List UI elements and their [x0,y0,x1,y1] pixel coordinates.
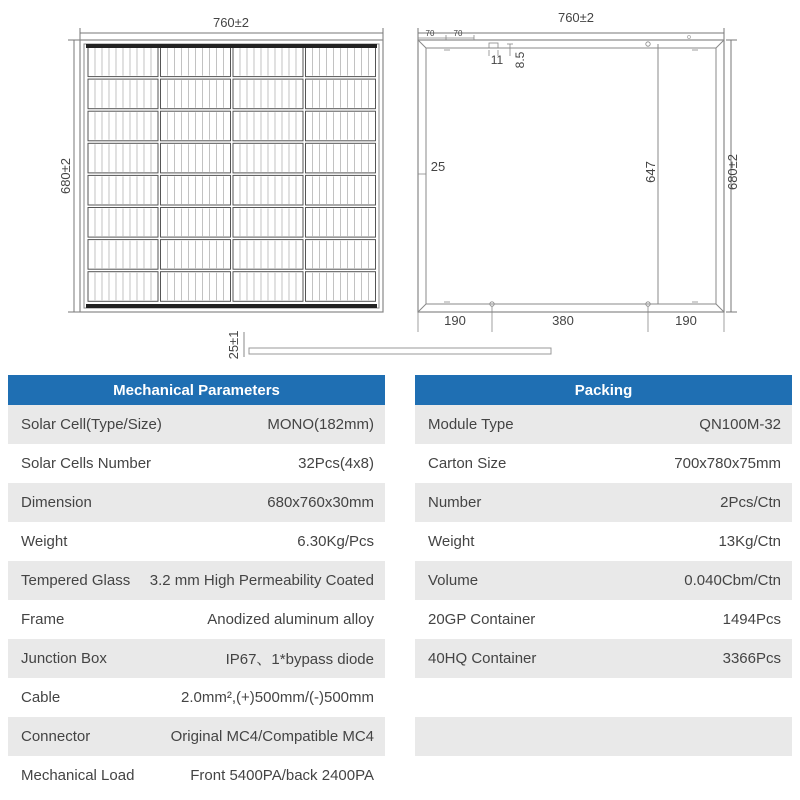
table-row [8,561,385,600]
row-label: Connector [21,728,91,745]
row-label: Volume [428,572,479,589]
row-label: Weight [428,533,475,550]
row-value: 0.040Cbm/Ctn [684,572,781,589]
table-row [415,717,792,756]
packing-table [415,375,792,795]
row-label: Solar Cells Number [21,455,152,472]
row-value: IP67、1*bypass diode [225,651,374,668]
dim-190-right: 190 [675,313,697,328]
row-value: 2Pcs/Ctn [720,494,781,511]
back-width-label: 760±2 [557,10,595,25]
mechanical-parameters-table [8,375,385,795]
table-row [8,639,385,678]
table-row [415,756,792,795]
row-label: Tempered Glass [21,572,131,589]
row-value: 1494Pcs [722,611,781,628]
packing-title: Packing [415,375,792,405]
row-label: Mechanical Load [21,767,135,784]
row-label: 40HQ Container [428,650,537,667]
dim-647: 647 [643,161,658,183]
dim-190-left: 190 [444,313,466,328]
row-value: 680x760x30mm [267,494,374,511]
back-view [418,10,740,332]
row-label: Module Type [428,416,514,433]
table-row [8,444,385,483]
table-row [415,678,792,717]
dim-11: 11 [490,53,504,67]
table-row [8,678,385,717]
row-value: QN100M-32 [699,416,781,433]
table-row [8,600,385,639]
dim-70-a: 70 [425,29,435,38]
row-value: MONO(182mm) [267,416,374,433]
table-row [8,717,385,756]
row-label: Dimension [21,494,92,511]
dim-380: 380 [552,313,574,328]
row-value: Anodized aluminum alloy [207,611,374,628]
row-value: 3366Pcs [722,650,781,667]
table-row [415,444,792,483]
table-row [8,756,385,795]
table-row [415,639,792,678]
row-label: Solar Cell(Type/Size) [21,416,162,433]
dim-25: 25 [430,159,446,174]
row-value: 13Kg/Ctn [718,533,781,550]
table-row [415,483,792,522]
front-width-label: 760±2 [212,15,250,30]
back-height-label: 680±2 [725,153,740,191]
bus-bar [86,304,377,308]
front-view [58,15,383,312]
row-label: Carton Size [428,455,507,472]
bus-bar [86,44,377,48]
row-value: 2.0mm²,(+)500mm/(-)500mm [181,689,374,706]
table-row [415,405,792,444]
dim-70-b: 70 [453,29,463,38]
table-row [415,561,792,600]
row-value: Front 5400PA/back 2400PA [190,767,374,784]
mechanical-parameters-title: Mechanical Parameters [8,375,385,405]
row-label: 20GP Container [428,611,536,628]
thickness-label: 25±1 [226,330,241,360]
row-label: Number [428,494,482,511]
side-view [226,331,551,360]
row-label: Junction Box [21,650,107,667]
table-row [8,522,385,561]
row-label: Frame [21,611,65,628]
row-value: 6.30Kg/Pcs [297,533,374,550]
technical-drawing [0,0,800,365]
table-row [415,600,792,639]
row-value: 700x780x75mm [674,455,781,472]
front-height-label: 680±2 [58,157,73,195]
row-label: Cable [21,689,61,706]
row-value: 3.2 mm High Permeability Coated [149,572,374,589]
row-value: Original MC4/Compatible MC4 [170,728,374,745]
row-value: 32Pcs(4x8) [298,455,374,472]
table-row [415,522,792,561]
row-label: Weight [21,533,68,550]
dim-8-5: 8.5 [513,51,527,69]
table-row [8,483,385,522]
table-row [8,405,385,444]
